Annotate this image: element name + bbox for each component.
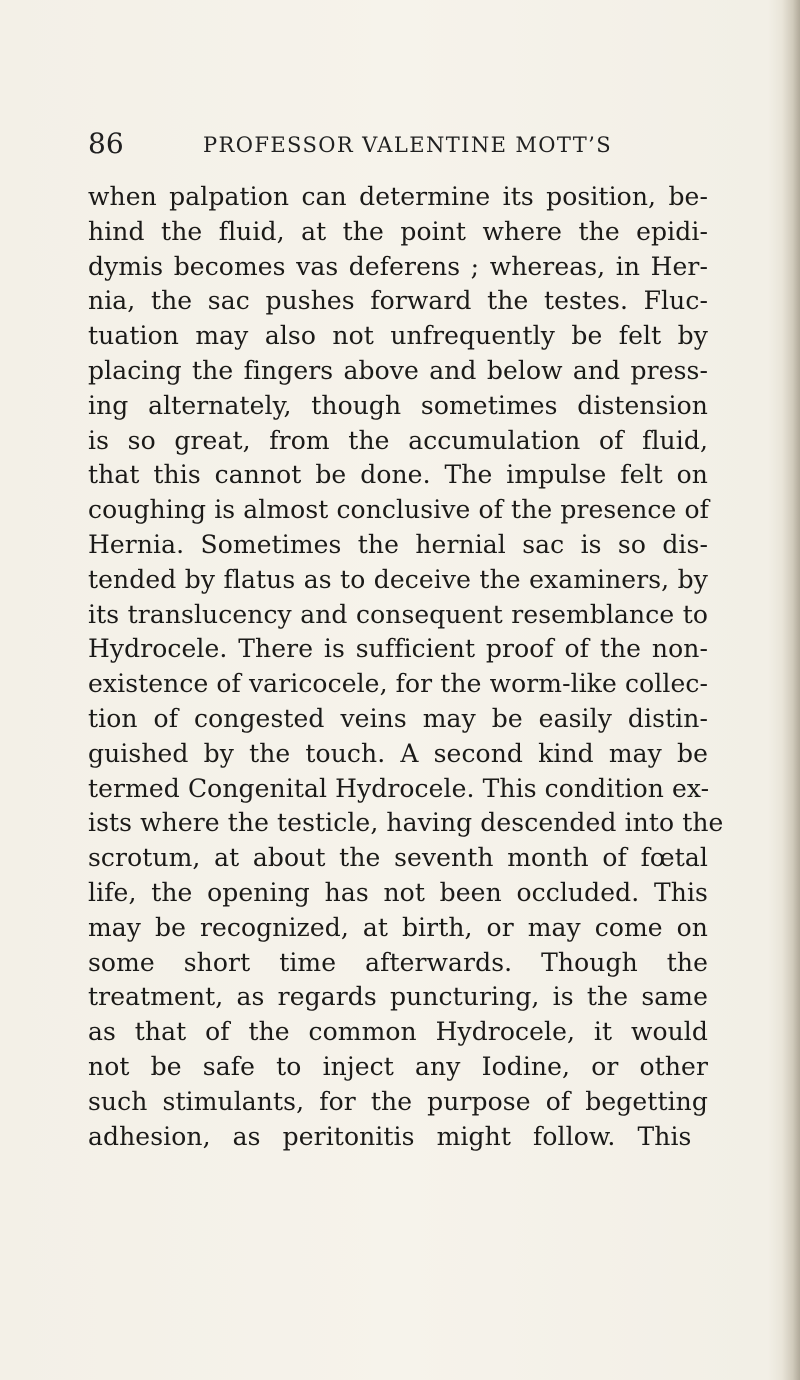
text-line: tuation may also not unfrequently be felt by	[88, 321, 708, 351]
text-line: as that of the common Hydrocele, it would	[88, 1017, 708, 1047]
text-line: dymis becomes vas deferens ; whereas, in Her-	[88, 251, 708, 281]
text-line: coughing is almost conclusive of the presence of	[88, 495, 709, 525]
text-line: hind the fluid, at the point where the epidi-	[88, 216, 708, 246]
page-edge-shadow	[782, 0, 800, 1380]
text-line: Hydrocele. There is sufficient proof of the non-	[88, 634, 708, 664]
text-line: ists where the testicle, having descended into the	[88, 808, 724, 838]
text-line: when palpation can determine its position, be-	[88, 182, 708, 211]
text-line: some short time afterwards. Though the	[88, 947, 708, 977]
page-number: 86	[88, 127, 124, 160]
text-line: tended by flatus as to deceive the examiners, by	[88, 564, 708, 594]
text-line: not be safe to inject any Iodine, or other	[88, 1051, 708, 1081]
text-line: guished by the touch. A second kind may be	[88, 738, 708, 768]
text-line: adhesion, as peritonitis might follow. This	[88, 1121, 692, 1151]
text-line: placing the fingers above and below and press-	[88, 355, 708, 385]
text-line: that this cannot be done. The impulse felt on	[88, 460, 708, 490]
text-line: treatment, as regards puncturing, is the same	[88, 982, 708, 1012]
text-line: nia, the sac pushes forward the testes. Fluc-	[88, 286, 708, 316]
text-line: Hernia. Sometimes the hernial sac is so dis-	[88, 529, 708, 559]
text-line: ing alternately, though sometimes distension	[88, 390, 708, 420]
text-line: life, the opening has not been occluded. This	[88, 877, 708, 907]
running-head: PROFESSOR VALENTINE MOTT’S	[203, 133, 612, 157]
text-line: its translucency and consequent resemblance to	[88, 599, 708, 629]
text-line: existence of varicocele, for the worm-like collec-	[88, 669, 708, 699]
page-header	[88, 128, 708, 168]
text-line: may be recognized, at birth, or may come on	[88, 912, 708, 942]
text-line: scrotum, at about the seventh month of fœtal	[88, 843, 708, 873]
text-line: termed Congenital Hydrocele. This condition ex-	[88, 773, 710, 803]
text-line: such stimulants, for the purpose of begetting	[88, 1086, 708, 1116]
text-line: tion of congested veins may be easily distin-	[88, 703, 708, 733]
text-line: is so great, from the accumulation of fluid,	[88, 425, 708, 455]
body-paragraph	[88, 180, 724, 1154]
